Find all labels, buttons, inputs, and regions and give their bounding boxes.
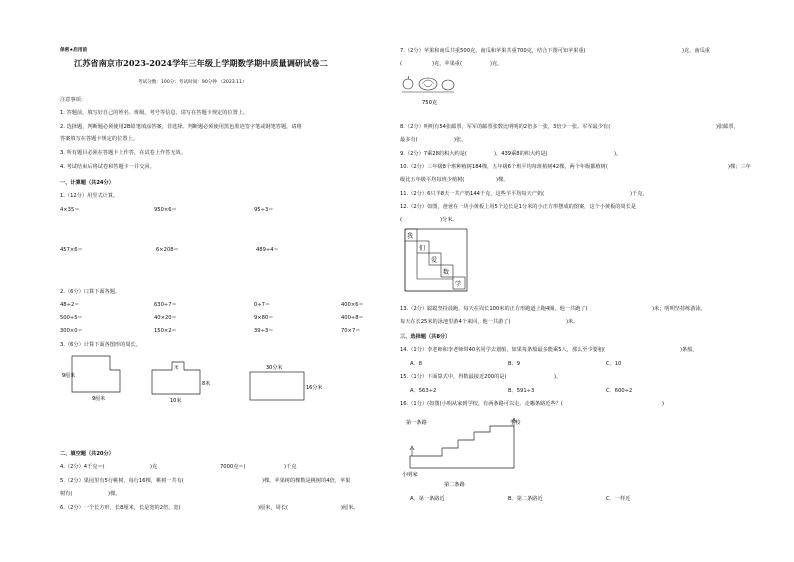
square-char: 爱 <box>431 257 438 264</box>
q4-part-a-unit: )克 <box>150 464 158 470</box>
fig2-bottom-label: 10米 <box>170 398 182 404</box>
right-column <box>398 0 763 562</box>
q12-line: 12.（2分）如图，爸爸在一块小黄板上用5个边长是1分米的小正方形摆成的图案，这个小黄板的周长是 <box>400 204 637 210</box>
q4-part-b-unit: )千克 <box>284 464 297 470</box>
q9-part: 9.（2分）7乘28的积大约是( <box>400 151 467 157</box>
q4-part-a: 4.（2分）4千克＝( <box>60 464 105 470</box>
q15-option-b: B．591÷3 <box>508 388 535 394</box>
fig2-side-label: 8米 <box>202 381 211 387</box>
q14-option-a: A．8 <box>410 361 423 367</box>
q8-line: )张邮票， <box>716 124 739 130</box>
q2-item: 300×0＝ <box>60 328 83 334</box>
q16-stem: ) <box>662 401 665 407</box>
q11-part: )千克。 <box>630 191 648 197</box>
q6-part: )厘米，周长( <box>258 505 288 511</box>
fig2-notch-label: 米 <box>174 366 179 371</box>
q2-item: 400÷8＝ <box>341 315 364 321</box>
section3-heading: 三、选择题（共8分） <box>400 334 451 340</box>
q2-item: 150×2＝ <box>154 328 177 334</box>
q1-item: 489÷4＝ <box>256 247 279 253</box>
q2-item: 0÷7＝ <box>254 302 271 308</box>
square-char: 学 <box>455 281 462 288</box>
note-line: 1. 答题前，填写好自己的姓名、班级、考号等信息，请写在答题卡规定的位置上。 <box>60 110 249 116</box>
q7-part: )克，南瓜重 <box>682 48 710 54</box>
road2-path <box>410 426 514 468</box>
square-char: 数 <box>443 269 450 276</box>
left-column <box>58 0 393 562</box>
q7-part: 7.（2分）苹果和南瓜共重500克，南瓜和苹果共重700克，结合下图可知苹果重( <box>400 48 586 54</box>
q5-line: )棵。 <box>108 491 121 497</box>
q13-line: 每天在长25米的泳池里游4个来回，他一共游了( <box>400 319 511 325</box>
q10-line: )棵。 <box>496 177 509 183</box>
apple-stem <box>408 76 409 79</box>
q2-item: 39÷3＝ <box>254 328 274 334</box>
q9-part: )。 <box>614 151 622 157</box>
q6-part: )厘米。 <box>341 505 359 511</box>
fig1-side-label: 9厘米 <box>62 373 76 379</box>
q16-option-a: A．第一条路近 <box>410 496 445 502</box>
apple-icon <box>403 79 413 89</box>
q13-line: )米。 <box>566 319 579 325</box>
q12-figure <box>404 228 484 296</box>
note-line: 4. 考试结束后将试卷和答题卡一并交回。 <box>60 164 155 170</box>
q4-part-b: 7000克＝( <box>220 464 246 470</box>
q1-item: 457×6＝ <box>60 247 83 253</box>
note-line: 答案填写在答题卡规定的位置上。 <box>60 136 138 142</box>
q1-item: 4×35＝ <box>60 207 80 213</box>
q7-part: )克。 <box>490 61 503 67</box>
exam-title: 江苏省南京市2023-2024学年三年级上学期数学期中质量调研试卷二 <box>74 58 328 68</box>
road1-path <box>410 426 514 468</box>
q3-figure-2 <box>148 360 218 420</box>
section1-heading: 一、计算题（共24分） <box>60 180 114 186</box>
note-line: 3. 所有题目必须在答题卡上作答，在试卷上作答无效。 <box>60 150 186 156</box>
q2-item: 400×6＝ <box>341 302 364 308</box>
q15-option-c: C．600÷2 <box>606 388 633 394</box>
q3-label: 3.（6分）计算下面各图形的周长。 <box>60 342 141 348</box>
apple-icon <box>442 80 454 90</box>
q5-line: )棵。苹果树的棵数是桃树的4倍，苹果 <box>262 478 351 484</box>
q14-option-c: C．10 <box>606 361 622 367</box>
note-line: 2. 选择题、判断题必须使用2B铅笔填涂答案，非选择、判断题必须使用黑色墨迹签字笔或钢笔答题，请将 <box>60 124 302 130</box>
q15-stem: )。 <box>554 374 562 380</box>
q1-item: 6×208＝ <box>156 247 179 253</box>
q14-stem: )条船。 <box>680 347 698 353</box>
q16-option-b: B．第二条路近 <box>508 496 543 502</box>
q13-line: )米；明明坚持练游泳， <box>652 306 706 312</box>
q3-figure-1 <box>62 352 122 412</box>
q7-part: )克，苹果重( <box>432 61 462 67</box>
q10-line: )棵；三年 <box>728 164 751 170</box>
home-label: 小明家 <box>402 472 418 478</box>
q7-weight: 750克 <box>422 100 438 106</box>
q16-figure <box>402 410 572 490</box>
q8-line: 最多有( <box>400 137 418 143</box>
fig1-bottom-label: 9厘米 <box>92 396 106 402</box>
arrow-up-icon <box>410 446 414 456</box>
q14-stem: 14.（1分）李老师和李老师带40名同学去划船，如果每条船最多能乘5人，那么至少要租( <box>400 347 606 353</box>
q15-stem: 15.（1分）下面算式中，得数最接近200的是( <box>400 374 507 380</box>
q12-line: )分米。 <box>440 217 458 223</box>
secret-label: 保密★启用前 <box>60 48 88 53</box>
exam-meta: 考试分数：100分；考试时间：90分钟 （2023.11） <box>138 80 247 85</box>
q2-item: 48÷2＝ <box>60 302 80 308</box>
q10-line: 10.（2分）三年级8个班种植树184棵，五年级6个班平均每班植树42棵。两个年级都植树( <box>400 164 608 170</box>
q5-line: 树有( <box>60 491 73 497</box>
q12-line: ( <box>400 217 403 223</box>
q16-stem: 16.（1分）(如图)小明从家到学校，有两条路可以走。走哪条路近些？( <box>400 401 563 407</box>
fig3-top-label: 30分米 <box>266 365 283 371</box>
q10-line: 级比五年级平均每班少植树( <box>400 177 465 183</box>
q14-option-b: B．9 <box>508 361 521 367</box>
square-char: 我 <box>407 233 414 240</box>
road1-label: 第一条路 <box>406 420 427 426</box>
q15-option-a: A．563÷2 <box>410 388 437 394</box>
section2-heading: 二、填空题（共20分） <box>60 451 114 457</box>
q1-item: 950×6＝ <box>154 207 177 213</box>
q13-line: 13.（2分）聪聪坚持晨跑，每天在周长100米的正方形跑道上跑4圈，他一共跑了( <box>400 306 588 312</box>
notes-heading: 注意事项： <box>60 97 86 103</box>
q11-part: 11.（2分）6只羊8天一共产奶144千克，这些羊平均每天产奶( <box>400 191 545 197</box>
q16-option-c: C．一样近 <box>606 496 631 502</box>
q5-line: 5.（2分）果园里有5行桃树，每行16棵，桃树一共有( <box>60 478 184 484</box>
square-char: 们 <box>419 245 426 252</box>
q7-part: ( <box>400 61 403 67</box>
q8-line: 8.（2分）明明有54张邮票，军军的邮票张数比明明的2倍多一张，3倍少一张。军军最少有( <box>400 124 611 130</box>
q2-item: 40×20＝ <box>154 315 177 321</box>
q6-part: 6.（2分）一个长方形，长8厘米，长是宽的2倍，宽( <box>60 505 181 511</box>
q7-figure <box>402 72 492 112</box>
q2-item: 70×7＝ <box>341 328 361 334</box>
q3-figure-3 <box>240 364 330 414</box>
q1-label: 1.（12分）用竖式计算。 <box>60 193 119 199</box>
q2-label: 2.（6分）口算下面各题。 <box>60 289 121 295</box>
q2-item: 9×80＝ <box>254 315 274 321</box>
fig3-side-label: 16分米 <box>306 385 323 391</box>
road2-label: 第二条路 <box>444 482 465 488</box>
q8-line: )张。 <box>454 137 467 143</box>
q1-item: 95÷3＝ <box>254 207 274 213</box>
q9-part: )，439乘8的积大约是( <box>494 151 548 157</box>
q2-item: 630÷7＝ <box>154 302 177 308</box>
school-label: 学校 <box>510 420 521 426</box>
q2-item: 500÷5＝ <box>60 315 83 321</box>
